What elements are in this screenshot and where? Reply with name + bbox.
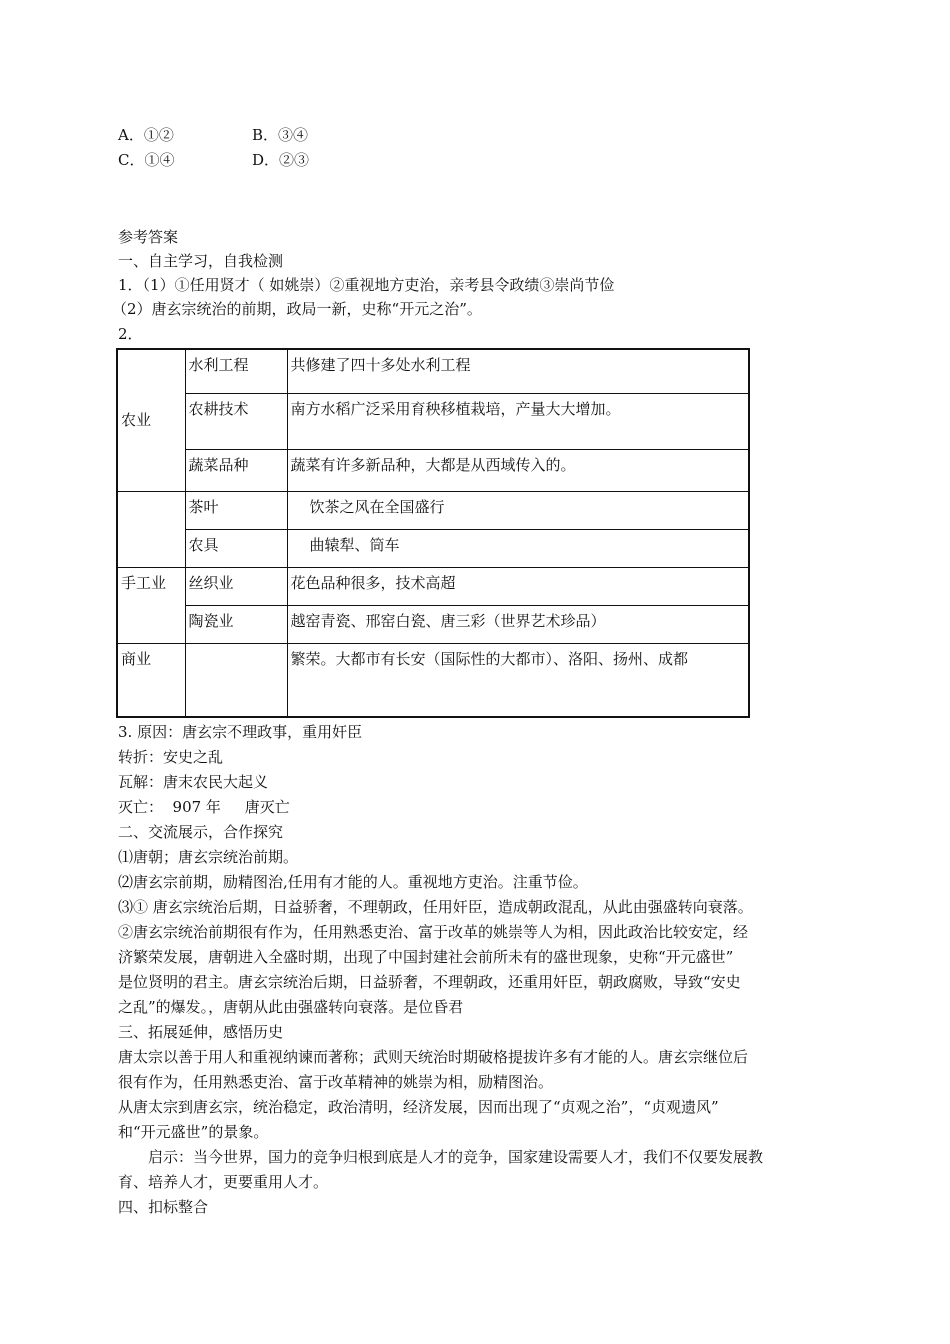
desc-cell: 花色品种很多，技术高超 xyxy=(287,567,749,605)
s2-line: ⑶① 唐玄宗统治后期，日益骄奢，不理朝政，任用奸臣，造成朝政混乱，从此由强盛转向衰落。 xyxy=(118,898,753,916)
s2-line: ⑵唐玄宗前期，励精图治,任用有才能的人。重视地方吏治。注重节俭。 xyxy=(118,873,588,891)
option-a: A．①② xyxy=(118,126,174,144)
section4-title: 四、扣标整合 xyxy=(118,1198,209,1216)
category-agriculture: 农业 xyxy=(117,349,185,491)
desc-cell: 越窑青瓷、邢窑白瓷、唐三彩（世界艺术珍品） xyxy=(287,605,749,643)
answer-title: 参考答案 xyxy=(118,228,179,246)
category-blank xyxy=(117,491,185,529)
table-row xyxy=(117,643,749,717)
table-row xyxy=(117,567,749,605)
s3-line: 和“开元盛世”的景象。 xyxy=(118,1123,269,1141)
table-row xyxy=(117,605,749,643)
table-row xyxy=(117,529,749,567)
item-cell: 蔬菜品种 xyxy=(185,449,287,491)
q2-label: 2． xyxy=(118,325,143,343)
item-cell xyxy=(185,643,287,717)
section3-title: 三、拓展延伸，感悟历史 xyxy=(118,1023,284,1041)
table-row xyxy=(117,491,749,529)
item-cell: 农耕技术 xyxy=(185,393,287,449)
s2-line: ⑴唐朝；唐玄宗统治前期。 xyxy=(118,848,299,866)
item-cell: 茶叶 xyxy=(185,491,287,529)
category-handicraft: 手工业 xyxy=(117,567,185,643)
table-row xyxy=(117,393,749,449)
desc-cell: 共修建了四十多处水利工程 xyxy=(287,349,749,393)
item-cell: 丝织业 xyxy=(185,567,287,605)
option-b: B．③④ xyxy=(252,126,309,144)
category-commerce: 商业 xyxy=(117,643,185,717)
s2-line: 之乱”的爆发。，唐朝从此由强盛转向衰落。是位昏君 xyxy=(118,998,464,1016)
item-cell: 水利工程 xyxy=(185,349,287,393)
q3-cause: 3. 原因：唐玄宗不理政事，重用奸臣 xyxy=(118,723,363,741)
desc-cell: 南方水稻广泛采用育秧移植栽培，产量大大增加。 xyxy=(287,393,749,449)
inspire-line: 育、培养人才，更要重用人才。 xyxy=(118,1173,329,1191)
item-cell: 陶瓷业 xyxy=(185,605,287,643)
q1-line1: 1．（1）①任用贤才（ 如姚崇）②重视地方吏治，亲考县令政绩③崇尚节俭 xyxy=(118,276,615,294)
table-row xyxy=(117,349,749,393)
s2-line: ②唐玄宗统治前期很有作为，任用熟悉吏治、富于改革的姚崇等人为相，因此政治比较安定，经 xyxy=(118,923,749,941)
desc-cell: 蔬菜有许多新品种，大都是从西域传入的。 xyxy=(287,449,749,491)
s3-line: 从唐太宗到唐玄宗，统治稳定，政治清明，经济发展，因而出现了“贞观之治”，“贞观遗风” xyxy=(118,1098,719,1116)
q3-fall: 灭亡： 907 年 唐灭亡 xyxy=(118,798,290,816)
q1-line2: （2）唐玄宗统治的前期，政局一新，史称“开元之治”。 xyxy=(112,300,482,318)
inspire-line: 启示：当今世界，国力的竞争归根到底是人才的竞争，国家建设需要人才，我们不仅要发展教 xyxy=(148,1148,764,1166)
s3-line: 唐太宗以善于用人和重视纳谏而著称；武则天统治时期破格提拔许多有才能的人。唐玄宗继位后 xyxy=(118,1048,749,1066)
s2-line: 是位贤明的君主。唐玄宗统治后期，日益骄奢，不理朝政，还重用奸臣，朝政腐败，导致“安史 xyxy=(118,973,741,991)
table-row xyxy=(117,449,749,491)
category-blank xyxy=(117,529,185,567)
economy-table xyxy=(116,348,750,718)
option-c: C．①④ xyxy=(118,151,175,169)
item-cell: 农具 xyxy=(185,529,287,567)
q3-collapse: 瓦解：唐末农民大起义 xyxy=(118,773,269,791)
desc-cell: 曲辕犁、筒车 xyxy=(287,529,749,567)
q3-turn: 转折：安史之乱 xyxy=(118,748,224,766)
desc-cell: 繁荣。大都市有长安（国际性的大都市）、洛阳、扬州、成都 xyxy=(287,643,749,717)
s3-line: 很有作为，任用熟悉吏治、富于改革精神的姚崇为相，励精图治。 xyxy=(118,1073,554,1091)
section2-title: 二、交流展示，合作探究 xyxy=(118,823,284,841)
section1-title: 一、自主学习，自我检测 xyxy=(118,252,284,270)
option-d: D．②③ xyxy=(252,151,310,169)
desc-cell: 饮茶之风在全国盛行 xyxy=(287,491,749,529)
s2-line: 济繁荣发展，唐朝进入全盛时期，出现了中国封建社会前所未有的盛世现象，史称“开元盛世” xyxy=(118,948,734,966)
